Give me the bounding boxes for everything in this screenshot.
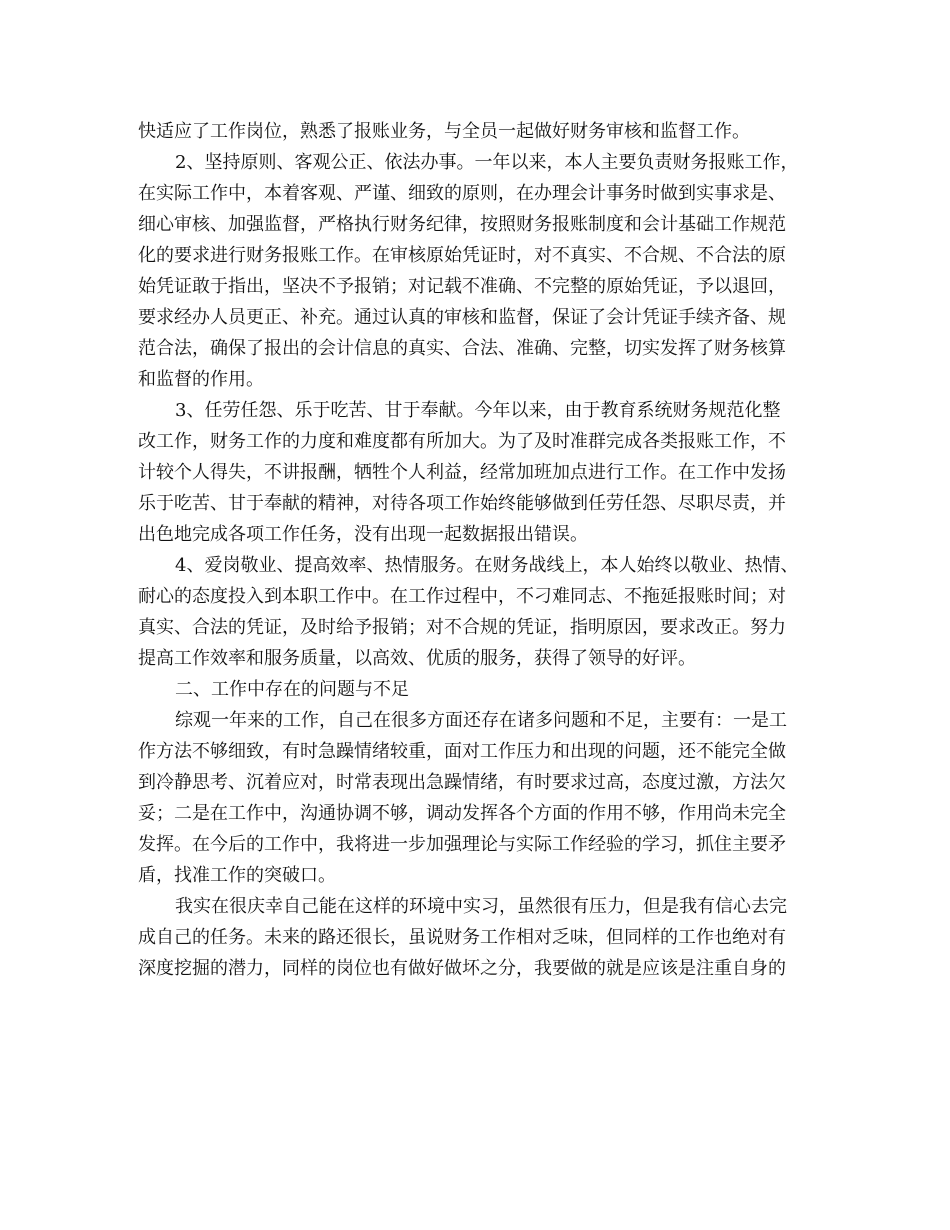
text-line: 化的要求进行财务报账工作。在审核原始凭证时，对不真实、不合规、不合法的原 bbox=[138, 245, 786, 266]
paragraph-start-line: 我实在很庆幸自己能在这样的环境中实习，虽然很有压力，但是我有信心去完 bbox=[175, 896, 787, 917]
text-line: 改工作，财务工作的力度和难度都有所加大。为了及时准群完成各类报账工作，不 bbox=[138, 431, 786, 452]
text-line: 作方法不够细致，有时急躁情绪较重，面对工作压力和出现的问题，还不能完全做 bbox=[138, 741, 786, 762]
text-line: 提高工作效率和服务质量，以高效、优质的服务，获得了领导的好评。 bbox=[138, 648, 696, 669]
text-line: 真实、合法的凭证，及时给予报销；对不合规的凭证，指明原因，要求改正。努力 bbox=[138, 617, 786, 638]
text-line: 成自己的任务。未来的路还很长，虽说财务工作相对乏味，但同样的工作也绝对有 bbox=[138, 927, 786, 948]
text-line: 始凭证敢于指出，坚决不予报销；对记载不准确、不完整的原始凭证，予以退回， bbox=[138, 276, 786, 297]
paragraph-start-line: 3、任劳任怨、乐于吃苦、甘于奉献。今年以来，由于教育系统财务规范化整 bbox=[175, 400, 781, 421]
text-line: 快适应了工作岗位，熟悉了报账业务，与全员一起做好财务审核和监督工作。 bbox=[138, 121, 750, 142]
text-line: 盾，找准工作的突破口。 bbox=[138, 865, 336, 886]
section-heading: 二、工作中存在的问题与不足 bbox=[175, 679, 409, 700]
text-line: 细心审核、加强监督，严格执行财务纪律，按照财务报账制度和会计基础工作规范 bbox=[138, 214, 786, 235]
paragraph-start-line: 综观一年来的工作，自己在很多方面还存在诸多问题和不足，主要有：一是工 bbox=[175, 710, 787, 731]
text-line: 耐心的态度投入到本职工作中。在工作过程中，不刁难同志、不拖延报账时间；对 bbox=[138, 586, 786, 607]
text-line: 要求经办人员更正、补充。通过认真的审核和监督，保证了会计凭证手续齐备、规 bbox=[138, 307, 786, 328]
paragraph-start-line: 4、爱岗敬业、提高效率、热情服务。在财务战线上，本人始终以敬业、热情、 bbox=[175, 555, 799, 576]
text-line: 发挥。在今后的工作中，我将进一步加强理论与实际工作经验的学习，抓住主要矛 bbox=[138, 834, 786, 855]
text-line: 妥；二是在工作中，沟通协调不够，调动发挥各个方面的作用不够，作用尚未完全 bbox=[138, 803, 786, 824]
text-line: 计较个人得失，不讲报酬，牺牲个人利益，经常加班加点进行工作。在工作中发扬 bbox=[138, 462, 786, 483]
paragraph-start-line: 2、坚持原则、客观公正、依法办事。一年以来，本人主要负责财务报账工作， bbox=[175, 152, 799, 173]
text-line: 深度挖掘的潜力，同样的岗位也有做好做坏之分，我要做的就是应该是注重自身的 bbox=[138, 958, 786, 979]
text-line: 乐于吃苦、甘于奉献的精神，对待各项工作始终能够做到任劳任怨、尽职尽责，并 bbox=[138, 493, 786, 514]
text-line: 和监督的作用。 bbox=[138, 369, 264, 390]
text-line: 到冷静思考、沉着应对，时常表现出急躁情绪，有时要求过高，态度过激，方法欠 bbox=[138, 772, 786, 793]
text-line: 在实际工作中，本着客观、严谨、细致的原则，在办理会计事务时做到实事求是、 bbox=[138, 183, 786, 204]
document-body bbox=[138, 116, 818, 984]
text-line: 范合法，确保了报出的会计信息的真实、合法、准确、完整，切实发挥了财务核算 bbox=[138, 338, 786, 359]
text-line: 出色地完成各项工作任务，没有出现一起数据报出错误。 bbox=[138, 524, 588, 545]
